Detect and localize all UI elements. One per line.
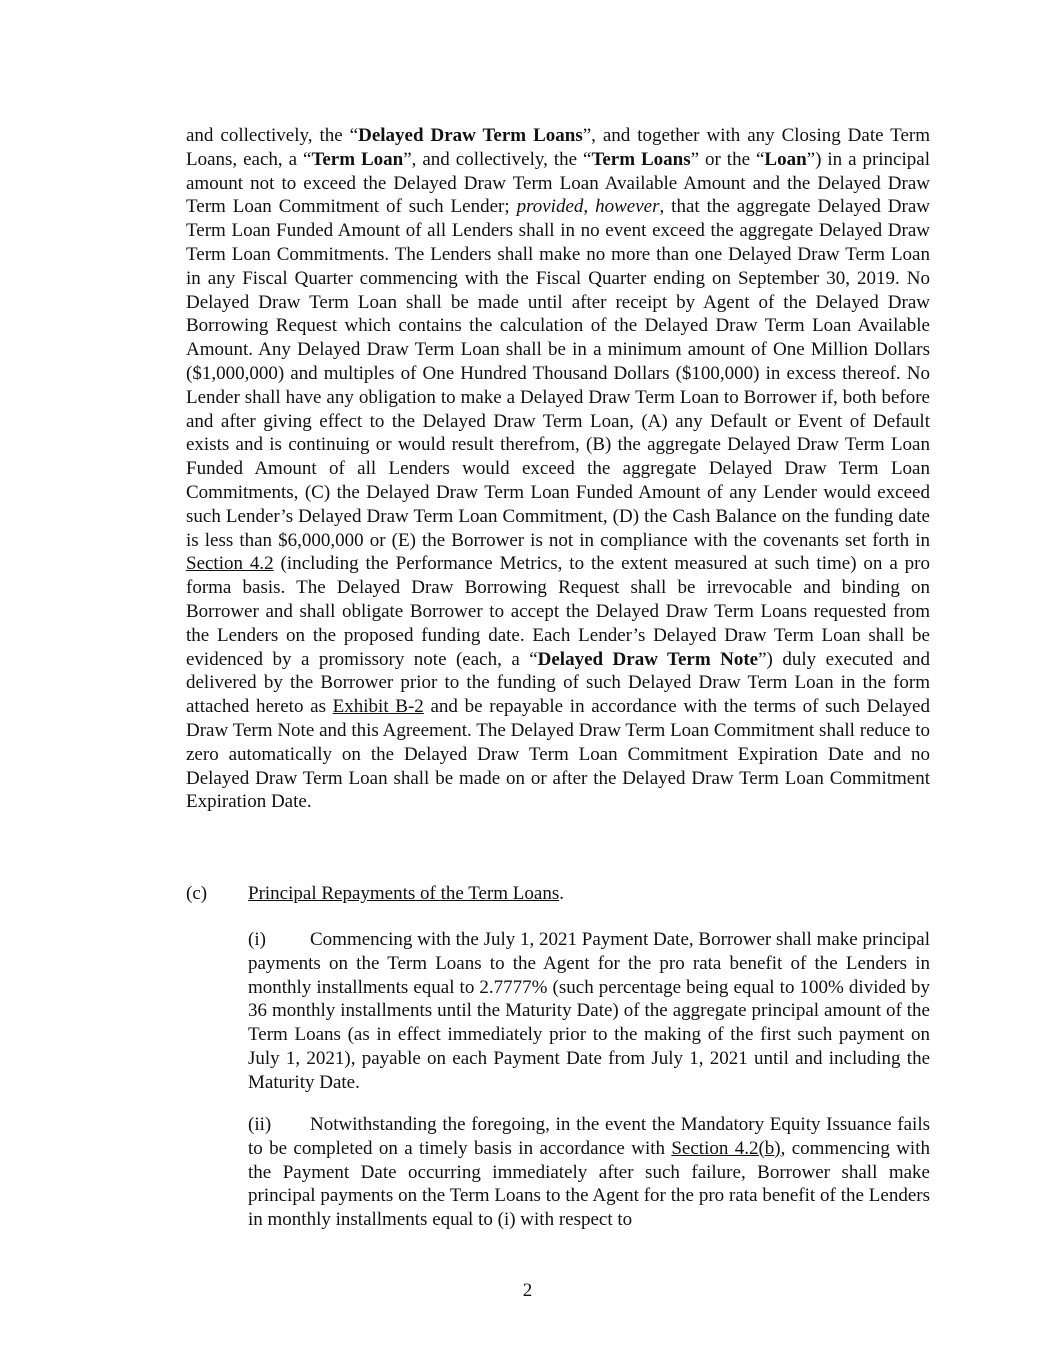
text-run: and collectively, the “ [186, 125, 359, 146]
defined-term: Delayed Draw Term Note [537, 648, 759, 670]
text-run: , that the aggregate Delayed Draw Term Loan Funded Amount of all Lenders shall in no event exceed the aggregate Delayed Draw Term Loan Commitments. The Lenders shall make no more than one Delayed Draw Term Loan in any Fiscal Quarter commencing with the Fiscal Quarter ending on September 30, 2019. No Delayed Draw Term Loan shall be made until after receipt by Agent of the Delayed Draw Borrowing Request which contains the calculation of the Delayed Draw Term Loan Available Amount. Any Delayed Draw Term Loan shall be in a minimum amount of One Million Dollars ($1,000,000) and multiples of One Hundred Thousand Dollars ($100,000) in excess thereof. No Lender shall have any obligation to make a Delayed Draw Term Loan to Borrower if, both before and after giving effect to the Delayed Draw Term Loan, (A) any Default or Event of Default exists and is continuing or would result therefrom, (B) the aggregate Delayed Draw Term Loan Funded Amount of all Lenders would exceed the aggregate Delayed Draw Term Loan Commitments, (C) the Delayed Draw Term Loan Funded Amount of any Lender would exceed such Lender’s Delayed Draw Term Loan Commitment, (D) the Cash Balance on the funding date is less than $6,000,000 or (E) the Borrower is not in compliance with the covenants set forth in [186, 196, 931, 551]
subparagraph-number: (ii) [248, 1114, 272, 1135]
cross-reference-section-4-2-b: Section 4.2(b) [671, 1137, 781, 1159]
cross-reference-exhibit-b-2: Exhibit B-2 [332, 696, 424, 718]
section-c-heading [186, 882, 930, 906]
text-run: ”) in a principal amount not to exceed the Delayed Draw Term Loan Available Amount and the Delayed Draw Term Loan Commitment of such Lender; [186, 148, 930, 218]
text-run: and be repayable in accordance with the terms of such Delayed Draw Term Note and this Agreement. The Delayed Draw Term Loan Commitment shall reduce to zero automatically on the Delayed Draw Term Loan Commitment Expiration Date and no Delayed Draw Term Loan shall be made on or after the Delayed Draw Term Loan Commitment Expiration Date. [186, 696, 930, 813]
section-label: (c) [186, 883, 208, 904]
text-run: , commencing with the Payment Date occurring immediately after such failure, Borrower shall make principal payments on the Term Loans to the Agent for the pro rata benefit of the Lenders in monthly installments equal to (i) with respect to [248, 1137, 930, 1231]
text-run: Commencing with the July 1, 2021 Payment Date, Borrower shall make principal payments on the Term Loans to the Agent for the pro rata benefit of the Lenders in monthly installments equal to 2.7777% (such percentage being equal to 100% divided by 36 monthly installments until the Maturity Date) of the aggregate principal amount of the Term Loans (as in effect immediately prior to the making of the first such payment on July 1, 2021), payable on each Payment Date from July 1, 2021 until and including the Maturity Date. [248, 929, 931, 1093]
defined-term: Loan [764, 148, 807, 170]
text-run: , [583, 196, 596, 218]
page-number: 2 [522, 1280, 533, 1301]
text-run: ”, and collectively, the “ [403, 148, 592, 170]
subparagraph-i [248, 928, 930, 1095]
text-run: ”, and together with any Closing Date Term Loans, each, a “ [186, 125, 930, 170]
section-title: Principal Repayments of the Term Loans [248, 883, 560, 904]
defined-term: Delayed Draw Term Loans [358, 125, 583, 146]
text-run: (including the Performance Metrics, to the extent measured at such time) on a pro forma basis. The Delayed Draw Borrowing Request shall be irrevocable and binding on Borrower and shall obligate Borrower to accept the Delayed Draw Term Loans requested from the Lenders on the proposed funding date. Each Lender’s Delayed Draw Term Loan shall be evidenced by a promissory note (each, a “ [186, 553, 930, 670]
text-run: ”) duly executed and delivered by the Borrower prior to the funding of such Delayed Draw Term Loan in the form attached hereto as [186, 648, 931, 718]
italic-term: however [595, 196, 660, 218]
text-run: . [559, 883, 564, 904]
defined-term: Term Loan [311, 148, 404, 170]
subparagraph-number: (i) [248, 929, 266, 950]
defined-term: Term Loans [591, 148, 691, 170]
italic-term: provided [516, 196, 584, 218]
paragraph-delayed-draw-term-loans [186, 124, 930, 814]
text-run: Notwithstanding the foregoing, in the event the Mandatory Equity Issuance fails to be completed on a timely basis in accordance with [248, 1114, 930, 1159]
cross-reference-section-4-2: Section 4.2 [186, 553, 274, 575]
text-run: ” or the “ [690, 148, 765, 170]
subparagraph-ii [248, 1113, 930, 1232]
